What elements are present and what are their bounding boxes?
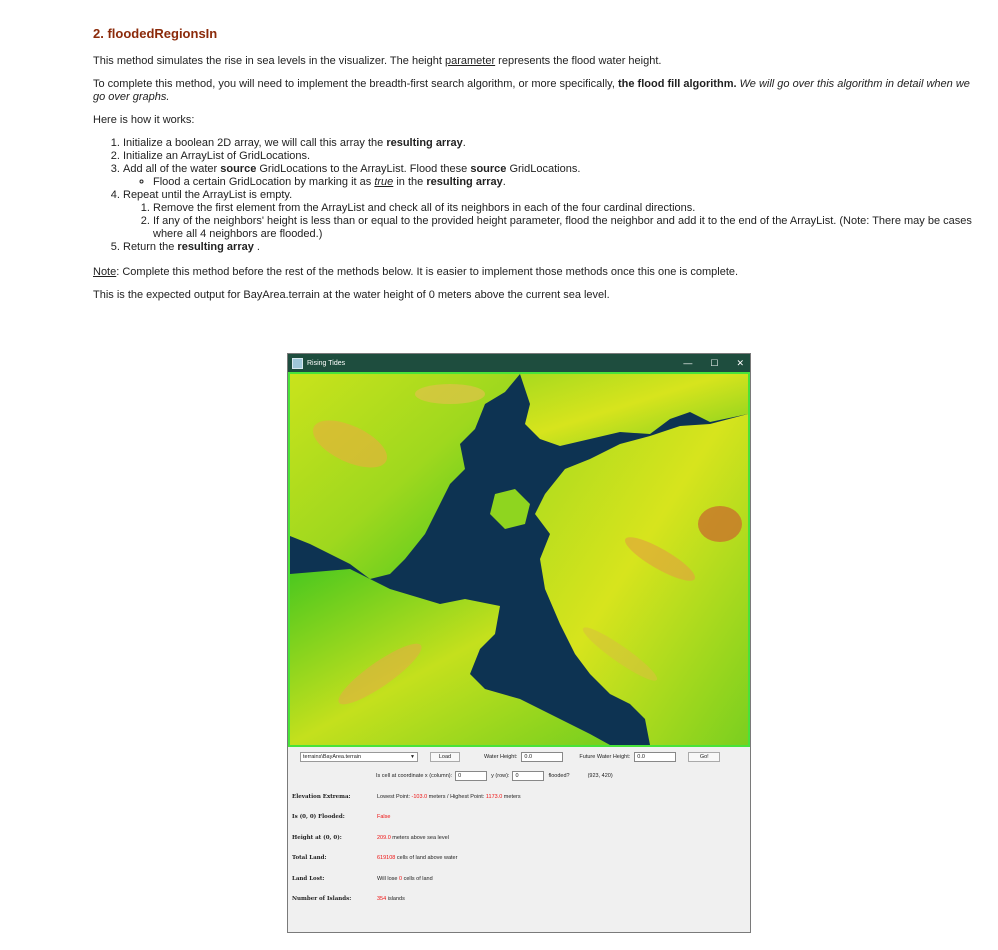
x-column-input[interactable]: 0 xyxy=(455,771,487,781)
step-5: 5. Return the resulting array . xyxy=(123,241,973,254)
y-row-input[interactable]: 0 xyxy=(512,771,544,781)
terrain-file-select[interactable]: terrains\BayArea.terrain ▼ xyxy=(300,752,418,762)
close-icon[interactable]: ✕ xyxy=(736,357,744,368)
is-flooded-key: Is (0, 0) Flooded: xyxy=(292,814,345,820)
step-4-1: 1. Remove the first element from the ArrayList and check all of its neighbors in each of the four cardinal directions. xyxy=(153,202,973,215)
note-paragraph: Note: Complete this method before the rest of the methods below. It is easier to implement those methods once this one is complete. xyxy=(93,266,739,278)
intro-paragraph: This method simulates the rise in sea levels in the visualizer. The height parameter represents the flood water height. xyxy=(93,55,662,67)
chevron-down-icon: ▼ xyxy=(410,754,415,760)
water-height-input[interactable]: 0.0 xyxy=(521,752,563,762)
coordinate-readout: (923, 420) xyxy=(587,773,613,779)
height-at-key: Height at (0, 0): xyxy=(292,835,342,841)
steps-list xyxy=(93,137,973,254)
y-row-label: y (row): xyxy=(491,773,510,779)
parameter-link[interactable]: parameter xyxy=(444,55,496,67)
height-at-value: 209.0 meters above sea level xyxy=(377,835,449,841)
maximize-icon[interactable]: ☐ xyxy=(710,357,719,368)
load-button[interactable]: Load xyxy=(430,752,460,762)
is-flooded-value: False xyxy=(377,814,391,820)
step-1: 1. Initialize a boolean 2D array, we will call this array the resulting array. xyxy=(123,137,973,150)
go-button[interactable]: Go! xyxy=(688,752,720,762)
terrain-map[interactable] xyxy=(288,372,750,747)
terrain-svg xyxy=(290,374,748,745)
future-water-height-label: Future Water Height: xyxy=(579,754,631,760)
elevation-extrema-value: Lowest Point: -103.0 meters / Highest Point: 1173.0 meters xyxy=(377,794,521,800)
highland-north xyxy=(415,384,485,404)
minimize-icon[interactable]: — xyxy=(683,358,693,368)
document xyxy=(93,26,973,312)
step-4: 4. Repeat until the ArrayList is empty. 1. Remove the first element from the ArrayList and check all of its neighbors in each of the four cardinal directions. 2. If any of the neighbors' height is less than or equal to the provided height parameter, flood the neighbor and add it to the end of the ArrayList. (Note: There may be cases where all 4 neighbors are flooded.) xyxy=(123,189,973,241)
rising-tides-window xyxy=(287,353,751,933)
future-water-height-input[interactable]: 0.0 xyxy=(634,752,676,762)
step-3a: ◦ Flood a certain GridLocation by marking it as true in the resulting array. xyxy=(153,176,973,189)
expected-output-paragraph: This is the expected output for BayArea.terrain at the water height of 0 meters above the current sea level. xyxy=(93,289,610,301)
highland-east xyxy=(698,506,742,542)
title-bar xyxy=(288,354,750,372)
cell-coordinate-label: Is cell at coordinate x (column): xyxy=(376,773,453,779)
water-height-label: Water Height: xyxy=(484,754,518,760)
number-of-islands-key: Number of Islands: xyxy=(292,896,352,902)
total-land-key: Total Land: xyxy=(292,855,327,861)
step-4-2: 2. If any of the neighbors' height is less than or equal to the provided height parameter, flood the neighbor and add it to the end of the ArrayList. (Note: There may be cases where all 4 neighbors are flooded.) xyxy=(153,215,973,241)
flooded-question-label: flooded? xyxy=(548,773,570,779)
algorithm-paragraph: To complete this method, you will need to implement the breadth-first search algorithm, or more specifically, the flood fill algorithm. We will go over this algorithm in detail when we go over graphs. xyxy=(93,78,970,103)
step-2: 2. Initialize an ArrayList of GridLocations. xyxy=(123,150,973,163)
section-title: 2. floodedRegionsIn xyxy=(93,26,218,41)
window-title: Rising Tides xyxy=(307,359,346,367)
land-lost-key: Land Lost: xyxy=(292,876,325,882)
control-panel xyxy=(288,747,750,932)
number-of-islands-value: 354 islands xyxy=(377,896,405,902)
elevation-extrema-key: Elevation Extrema: xyxy=(292,794,351,800)
total-land-value: 619108 cells of land above water xyxy=(377,855,458,861)
app-icon xyxy=(292,358,303,369)
how-it-works-label: Here is how it works: xyxy=(93,114,195,126)
step-3: 3. Add all of the water source GridLocations to the ArrayList. Flood these source GridLocations. ◦ Flood a certain GridLocation by marking it as true in the resulting array. xyxy=(123,163,973,189)
land-lost-value: Will lose 0 cells of land xyxy=(377,876,433,882)
